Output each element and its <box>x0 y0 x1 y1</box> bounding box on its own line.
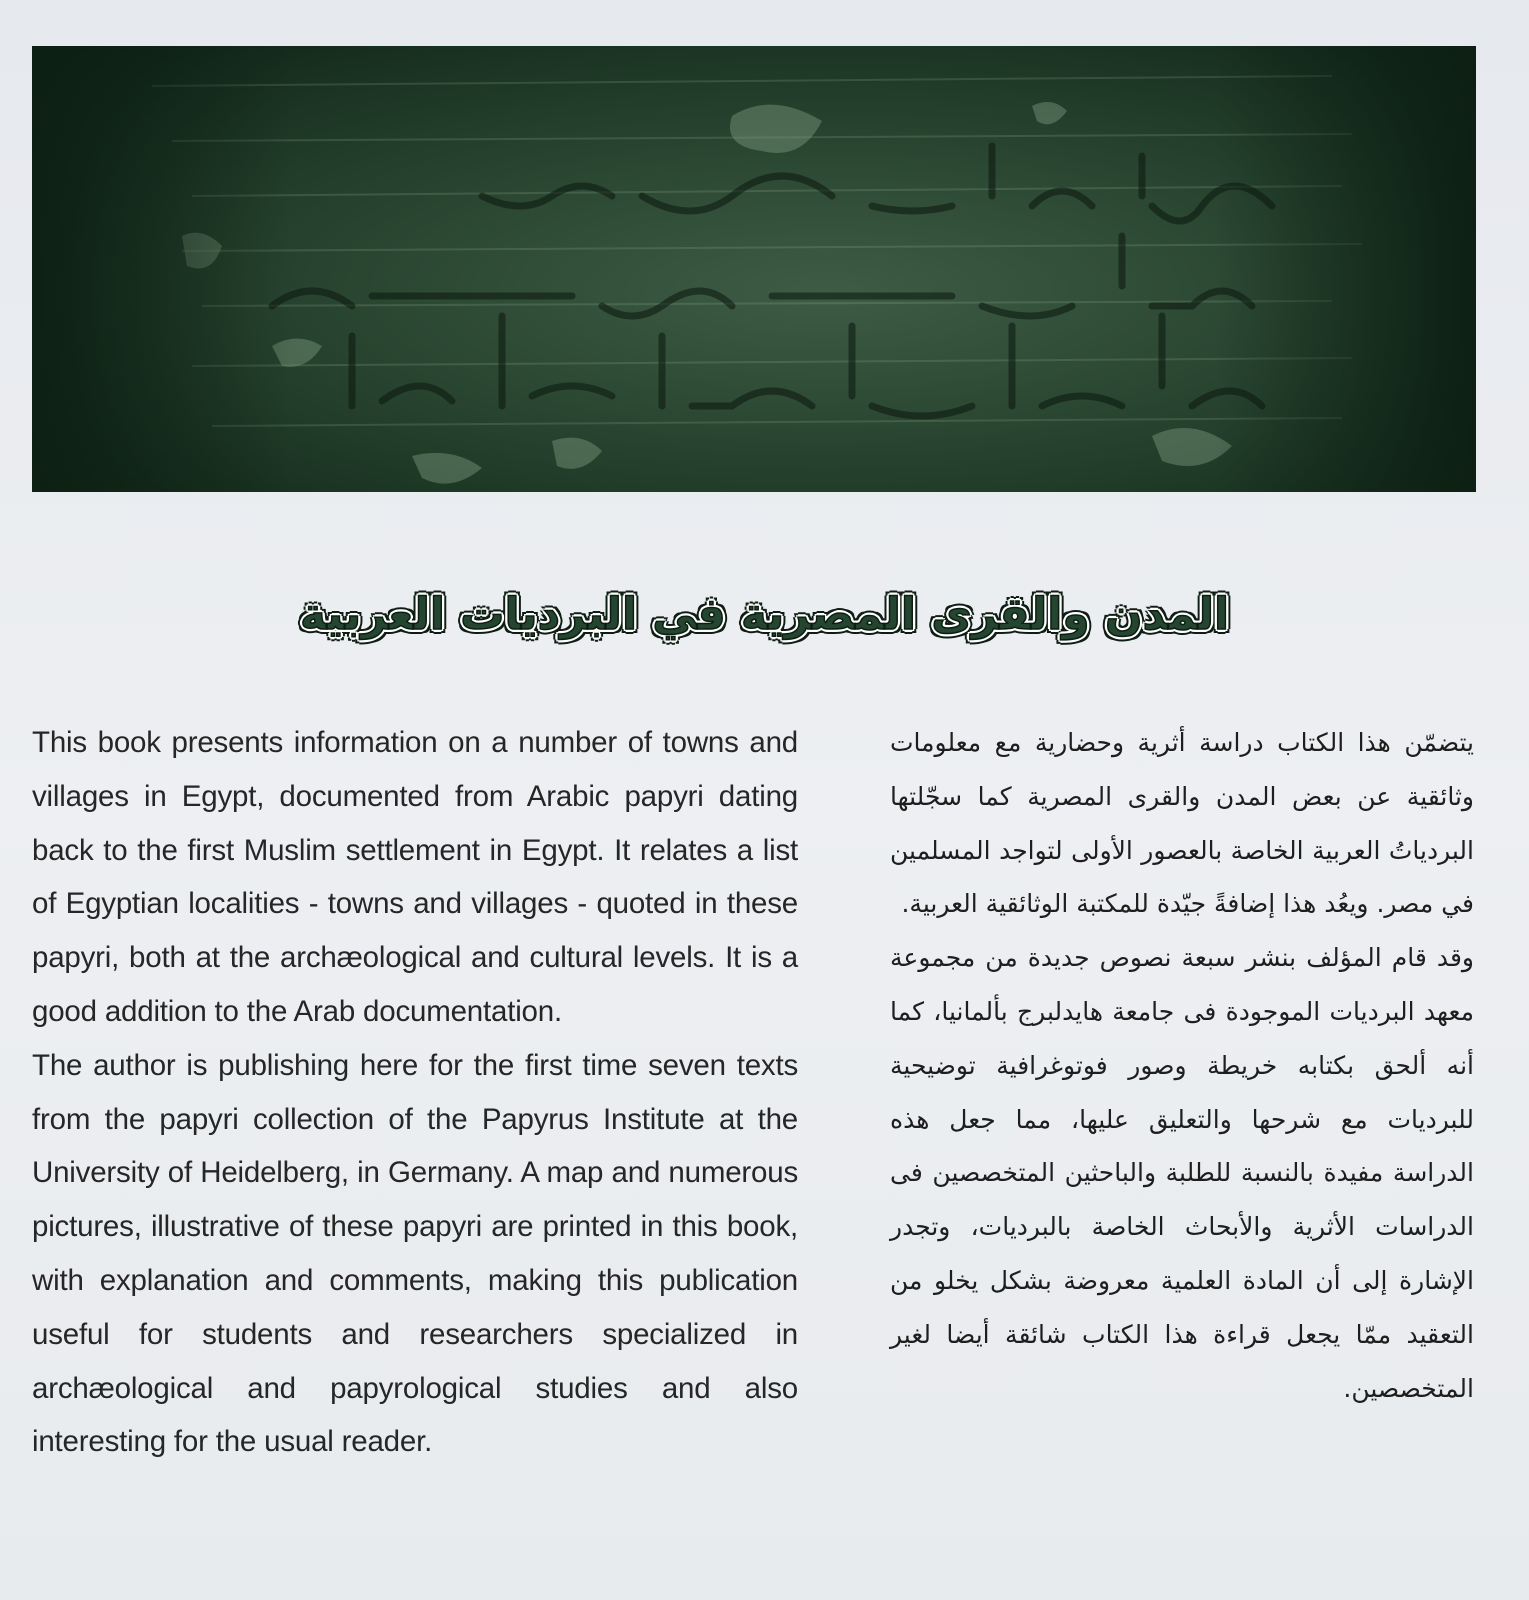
arabic-column <box>890 716 1474 1415</box>
papyrus-image <box>32 46 1476 492</box>
english-column <box>32 716 798 1469</box>
papyrus-banner-image <box>32 46 1476 492</box>
arabic-paragraph-1: يتضمّن هذا الكتاب دراسة أثرية وحضارية مع معلومات وثائقية عن بعض المدن والقرى المصرية كما سجّلتها البردياتُ العربية الخاصة بالعصور الأولى لتواجد المسلمين في مصر. ويعُد هذا إضافةً جيّدة للمكتبة الوثائقية العربية. <box>890 728 1474 919</box>
arabic-title: المدن والقرى المصرية في البرديات العربية <box>299 589 1230 640</box>
english-paragraph-2: The author is publishing here for the first time seven texts from the papyri collection of the Papyrus Institute at the University of Heidelberg, in Germany. A map and numerous pictures, illustrative of these papyri are printed in this book, with explanation and comments, making this publication useful for students and researchers specialized in archæological and papyrological studies and also interesting for the usual reader. <box>32 1048 798 1459</box>
english-paragraph-1: This book presents information on a number of towns and villages in Egypt, documented from Arabic papyri dating back to the first Muslim settlement in Egypt. It relates a list of Egyptian localities - towns and villages - quoted in these papyri, both at the archæological and cultural levels. It is a good addition to the Arab documentation. <box>32 726 798 1028</box>
arabic-paragraph-2: وقد قام المؤلف بنشر سبعة نصوص جديدة من مجموعة معهد البرديات الموجودة فى جامعة هايدلبرج بألمانيا، كما أنه ألحق بكتابه خريطة وصور فوتوغرافية توضيحية للبرديات مع شرحها والتعليق عليها، مما جعل هذه الدراسة مفيدة بالنسبة للطلبة والباحثين المتخصصين فى الدراسات الأثرية والأبحاث الخاصة بالبرديات، وتجدر الإشارة إلى أن المادة العلمية معروضة بشكل يخلو من التعقيد ممّا يجعل قراءة هذا الكتاب شائقة أيضا لغير المتخصصين. <box>890 943 1474 1403</box>
